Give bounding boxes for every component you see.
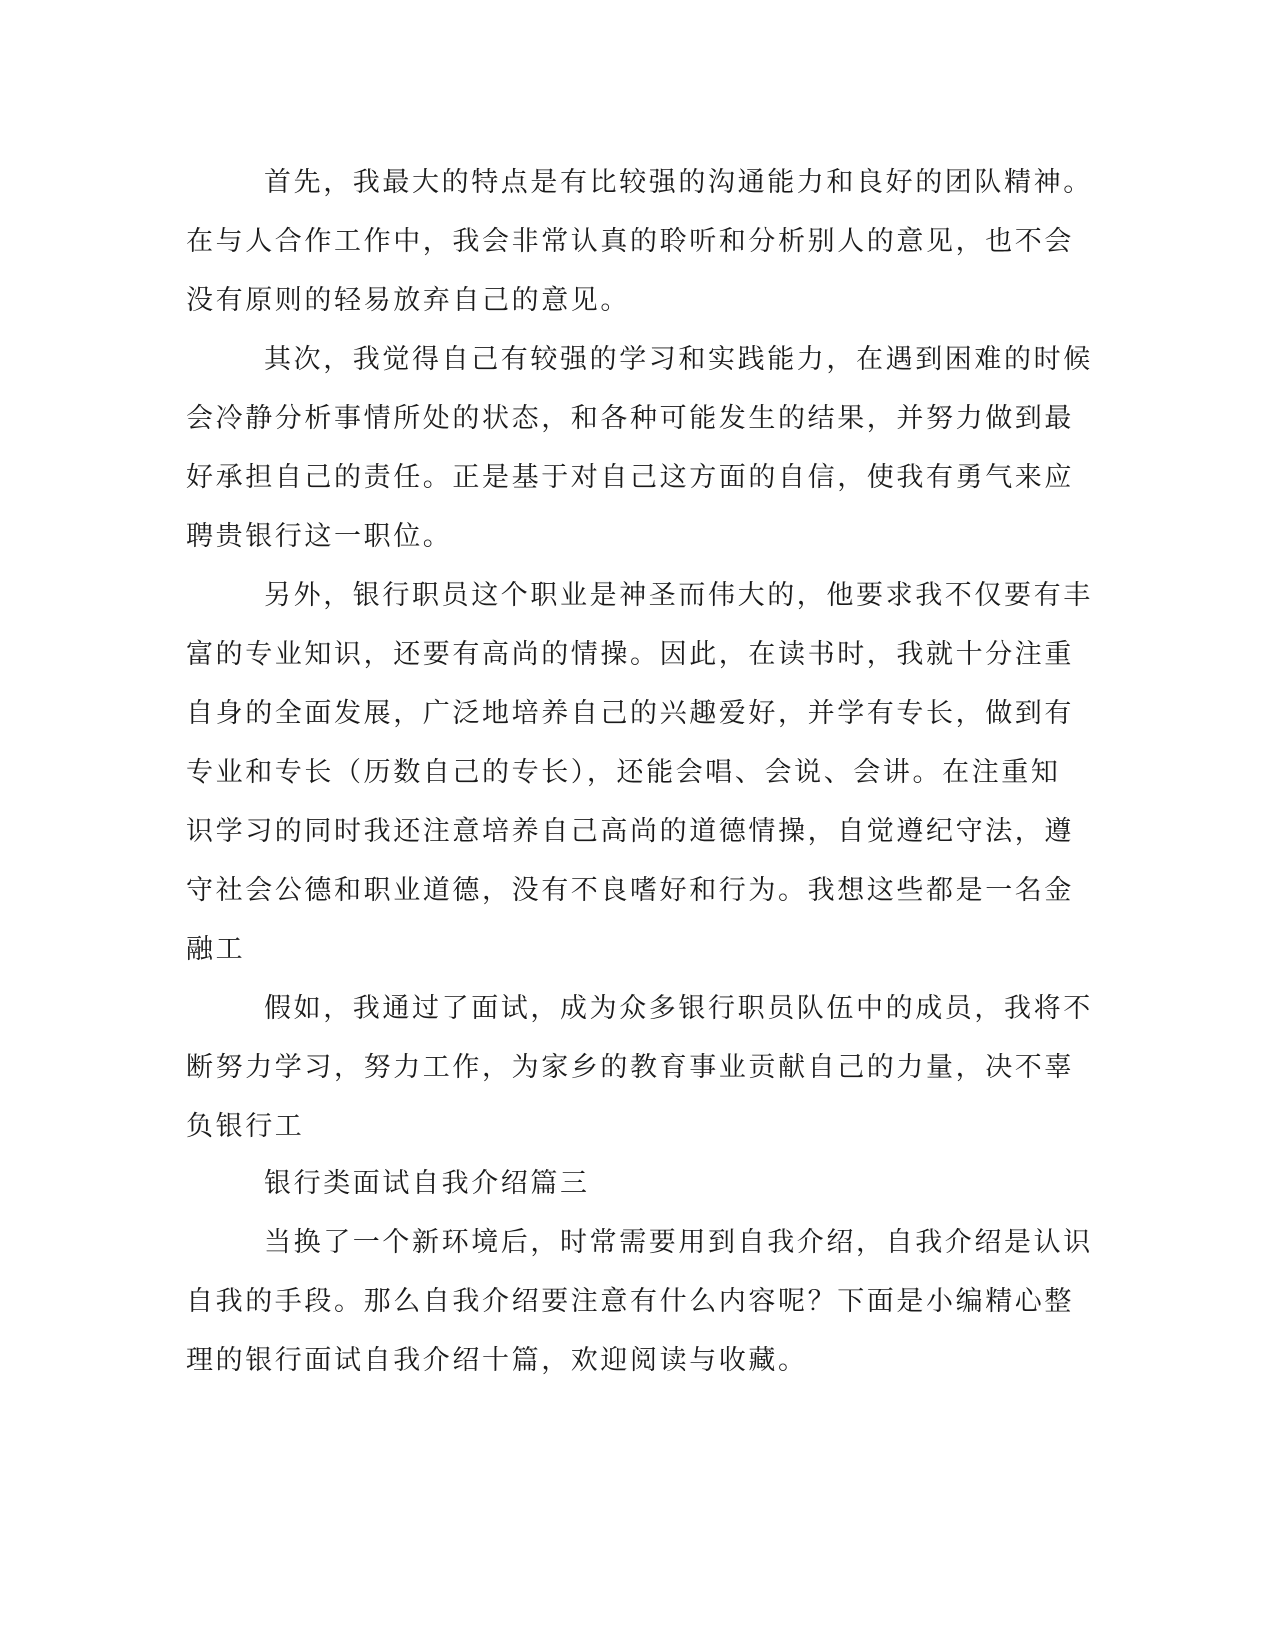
paragraph-3-line-7: 融工 — [186, 934, 246, 965]
paragraph-5-line-2: 自我的手段。那么自我介绍要注意有什么内容呢？下面是小编精心整 — [186, 1286, 1074, 1317]
paragraph-4-line-2: 断努力学习，努力工作，为家乡的教育事业贡献自己的力量，决不辜 — [186, 1052, 1074, 1083]
paragraph-2-line-4: 聘贵银行这一职位。 — [186, 521, 453, 552]
paragraph-3-line-4: 专业和专长（历数自己的专长），还能会唱、会说、会讲。在注重知 — [186, 757, 1061, 788]
paragraph-1-line-2: 在与人合作工作中，我会非常认真的聆听和分析别人的意见，也不会 — [186, 226, 1074, 257]
paragraph-4-line-1: 假如，我通过了面试，成为众多银行职员队伍中的成员，我将不 — [264, 993, 1093, 1024]
paragraph-3-line-2: 富的专业知识，还要有高尚的情操。因此，在读书时，我就十分注重 — [186, 639, 1074, 670]
paragraph-4-line-3: 负银行工 — [186, 1111, 305, 1142]
paragraph-3-line-3: 自身的全面发展，广泛地培养自己的兴趣爱好，并学有专长，做到有 — [186, 698, 1074, 729]
paragraph-1-line-1: 首先，我最大的特点是有比较强的沟通能力和良好的团队精神。 — [264, 167, 1093, 198]
paragraph-2-line-3: 好承担自己的责任。正是基于对自己这方面的自信，使我有勇气来应 — [186, 462, 1074, 493]
section-heading: 银行类面试自我介绍篇三 — [264, 1168, 590, 1199]
paragraph-3-line-5: 识学习的同时我还注意培养自己高尚的道德情操，自觉遵纪守法，遵 — [186, 816, 1074, 847]
paragraph-1-line-3: 没有原则的轻易放弃自己的意见。 — [186, 285, 630, 316]
paragraph-5-line-3: 理的银行面试自我介绍十篇，欢迎阅读与收藏。 — [186, 1345, 808, 1376]
paragraph-3-line-6: 守社会公德和职业道德，没有不良嗜好和行为。我想这些都是一名金 — [186, 875, 1074, 906]
paragraph-2-line-2: 会冷静分析事情所处的状态，和各种可能发生的结果，并努力做到最 — [186, 403, 1074, 434]
paragraph-2-line-1: 其次，我觉得自己有较强的学习和实践能力，在遇到困难的时候 — [264, 344, 1093, 375]
paragraph-3-line-1: 另外，银行职员这个职业是神圣而伟大的，他要求我不仅要有丰 — [264, 580, 1093, 611]
paragraph-5-line-1: 当换了一个新环境后，时常需要用到自我介绍，自我介绍是认识 — [264, 1227, 1093, 1258]
